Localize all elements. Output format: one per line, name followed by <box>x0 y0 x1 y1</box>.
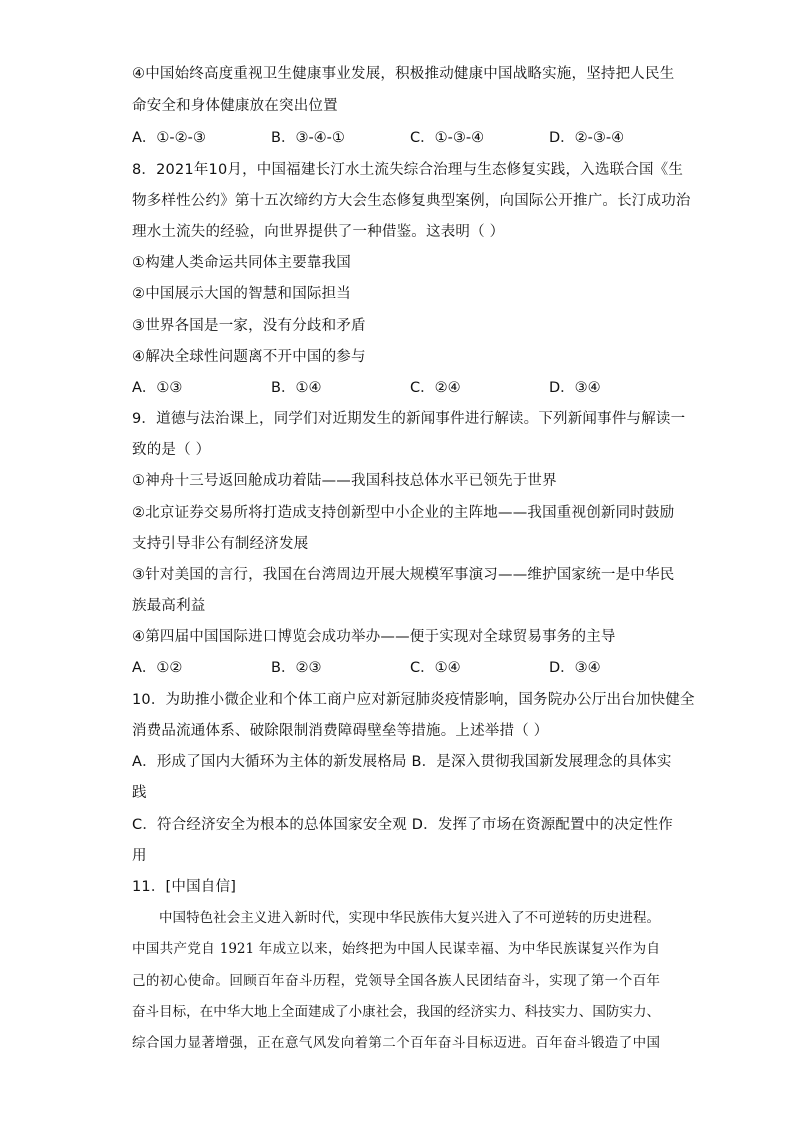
q8-item-2: ②中国展示大国的智慧和国际担当 <box>132 286 351 302</box>
q9-option-d[interactable]: D．③④ <box>549 660 601 676</box>
q10-stem-line1: 10．为助推小微企业和个体工商户应对新冠肺炎疫情影响，国务院办公厅出台加快健全 <box>132 692 695 708</box>
q11-passage-line5: 综合国力显著增强，正在意气风发向着第二个百年奋斗目标迈进。百年奋斗锻造了中国 <box>132 1035 660 1051</box>
q9-stem-line1: 9．道德与法治课上，同学们对近期发生的新闻事件进行解读。下列新闻事件与解读一 <box>132 411 686 427</box>
q9-item-3-line1: ③针对美国的言行，我国在台湾周边开展大规模军事演习——维护国家统一是中华民 <box>132 567 675 583</box>
q11-passage-line2: 中国共产党自 1921 年成立以来，始终把为中国人民谋幸福、为中华民族谋复兴作为自 <box>132 941 660 957</box>
q10-options-ab-line1[interactable]: A．形成了国内大循环为主体的新发展格局 B．是深入贯彻我国新发展理念的具体实 <box>132 754 672 770</box>
q7-option-a[interactable]: A．①-②-③ <box>132 130 206 146</box>
q9-item-2-line1: ②北京证券交易所将打造成支持创新型中小企业的主阵地——我国重视创新同时鼓励 <box>132 505 675 521</box>
q8-item-4: ④解决全球性问题离不开中国的参与 <box>132 349 366 365</box>
q11-header: 11．[中国自信] <box>132 879 237 895</box>
q9-item-4: ④第四届中国国际进口博览会成功举办——便于实现对全球贸易事务的主导 <box>132 629 616 645</box>
q11-passage-line3: 己的初心使命。回顾百年奋斗历程，党领导全国各族人民团结奋斗，实现了第一个百年 <box>132 973 660 989</box>
q9-item-1: ①神舟十三号返回舱成功着陆——我国科技总体水平已领先于世界 <box>132 473 557 489</box>
q7-option-d[interactable]: D．②-③-④ <box>549 130 625 146</box>
q8-stem-line3: 理水土流失的经验，向世界提供了一种借鉴。这表明（ ） <box>132 224 505 240</box>
q7-item4-line1: ④中国始终高度重视卫生健康事业发展，积极推动健康中国战略实施，坚持把人民生 <box>132 66 675 82</box>
q8-option-b[interactable]: B．①④ <box>271 380 322 396</box>
q10-options-ab-line2: 践 <box>132 785 147 801</box>
q8-options <box>132 378 652 398</box>
q7-options <box>132 128 652 148</box>
q11-passage-line4: 奋斗目标，在中华大地上全面建成了小康社会，我国的经济实力、科技实力、国防实力、 <box>132 1004 660 1020</box>
q8-item-1: ①构建人类命运共同体主要靠我国 <box>132 255 351 271</box>
q7-item4-line2: 命安全和身体健康放在突出位置 <box>132 98 338 114</box>
q8-option-a[interactable]: A．①③ <box>132 380 183 396</box>
q9-item-2-line2: 支持引导非公有制经济发展 <box>132 536 309 552</box>
q9-option-c[interactable]: C．①④ <box>410 660 461 676</box>
q7-option-b[interactable]: B．③-④-① <box>271 130 345 146</box>
q10-stem-line2: 消费品流通体系、破除限制消费障碍壁垒等措施。上述举措（ ） <box>132 723 549 739</box>
q8-stem-line2: 物多样性公约》第十五次缔约方大会生态修复典型案例，向国际公开推广。长汀成功治 <box>132 193 691 209</box>
q11-passage-line1: 中国特色社会主义进入新时代，实现中华民族伟大复兴进入了不可逆转的历史进程。 <box>159 910 660 926</box>
q9-option-b[interactable]: B．②③ <box>271 660 322 676</box>
q9-options <box>132 658 652 678</box>
q9-stem-line2: 致的是（ ） <box>132 442 211 458</box>
q8-option-d[interactable]: D．③④ <box>549 380 601 396</box>
q9-option-a[interactable]: A．①② <box>132 660 183 676</box>
q9-item-3-line2: 族最高利益 <box>132 598 206 614</box>
q7-option-c[interactable]: C．①-③-④ <box>410 130 485 146</box>
q8-stem-line1: 8．2021年10月，中国福建长汀水土流失综合治理与生态修复实践，入选联合国《生 <box>132 162 684 178</box>
q8-option-c[interactable]: C．②④ <box>410 380 461 396</box>
q10-options-cd-line2: 用 <box>132 848 147 864</box>
q10-options-cd-line1[interactable]: C．符合经济安全为根本的总体国家安全观 D．发挥了市场在资源配置中的决定性作 <box>132 817 673 833</box>
q8-item-3: ③世界各国是一家，没有分歧和矛盾 <box>132 318 366 334</box>
